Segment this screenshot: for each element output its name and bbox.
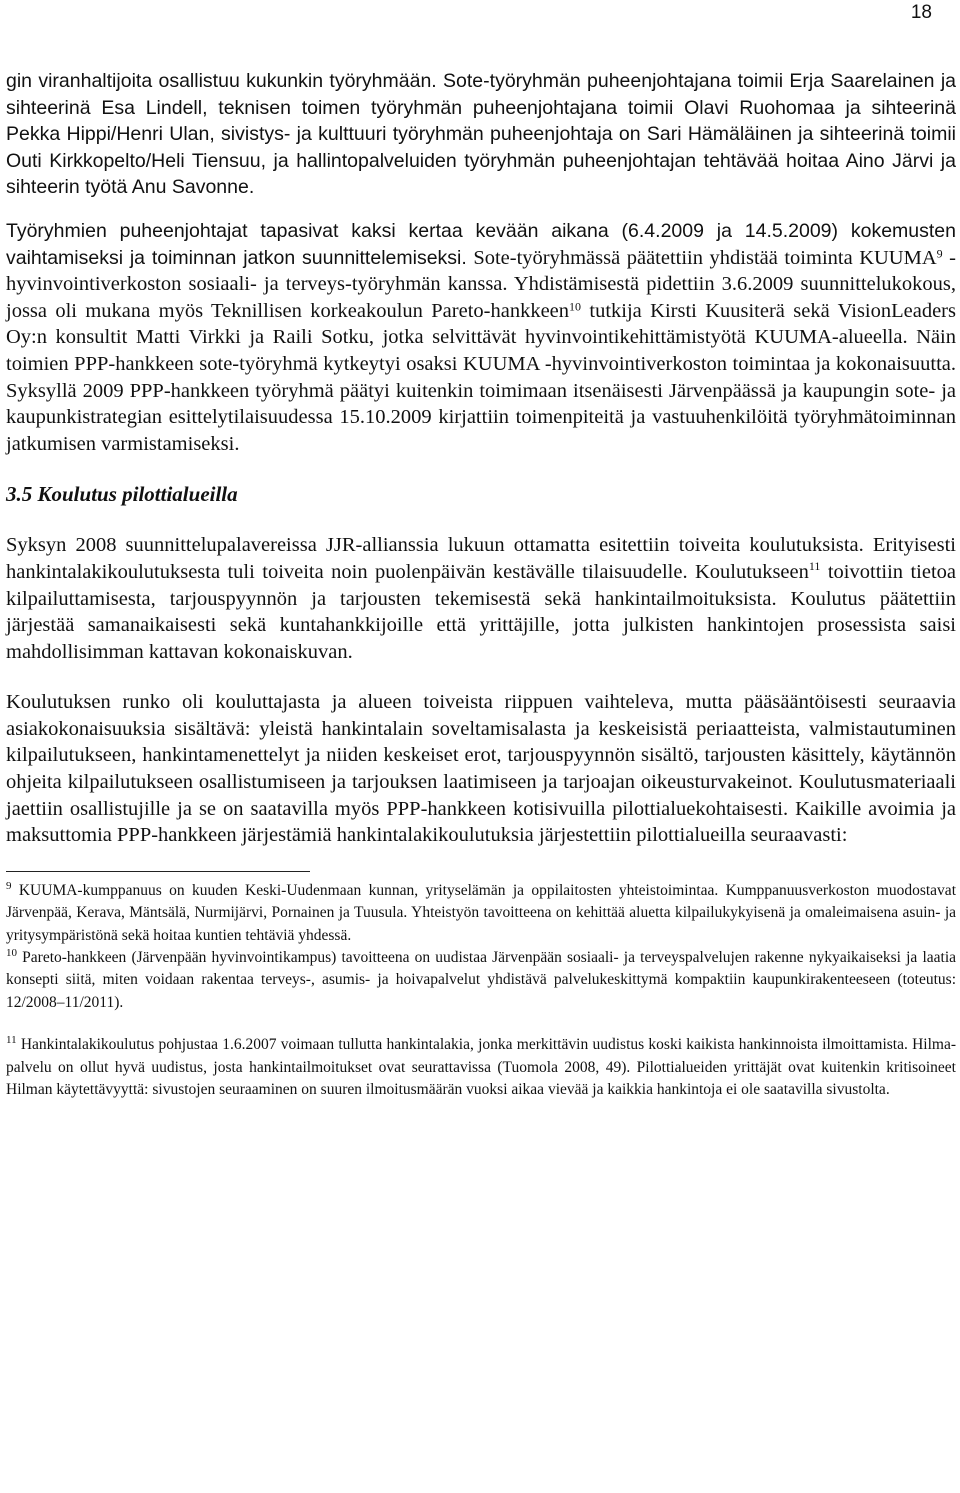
footnote-11 (6, 1034, 956, 1101)
footnote-divider (6, 871, 310, 872)
footnote-text-11: Hankintalakikoulutus pohjustaa 1.6.2007 voimaan tullutta hankintalakia, jonka merkittävin uudistus koski kaikista hankinnoista ilmoittamista. Hilma-palvelu on ollut hyvä uudistus, josta hankintailmoitukset ovat seurattavissa (Tuomola 2008, 49). Pilottialueiden yrittäjät ovat kuitenkin kritisoineet Hilman käytettävyyttä: sivustojen seuraaminen on suuren ilmoitusmäärän vuoksi aikaa vievää ja kaikkia hankintoja ei ole saatavilla sivustolta. (6, 1036, 956, 1099)
footnote-9 (6, 880, 956, 947)
footnote-ref-9[interactable]: 9 (936, 246, 943, 261)
paragraph-meetings-serif-b: -hyvinvointiverkoston sosiaali- ja terveys-työryhmän kanssa. Yhdistämisestä pidettiin 3.6.2009 suunnittelukokous, jossa oli mukana myös Teknillisen korkeakoulun Pareto-hankkeen (6, 246, 957, 322)
paragraph-training-b: toivottiin tietoa kilpailuttamisesta, tarjouspyynnön ja tarjousten tekemisestä sekä hankintailmoituksista. Koulutus päätettiin järjestää samanaikaisesti sekä kuntahankkijoille että yrittäjille, jotta julkisten hankintojen prosessista saisi mahdollisimman kattavan kokonaiskuvan. (6, 560, 956, 663)
footnote-ref-10[interactable]: 10 (569, 299, 582, 314)
document-body (6, 68, 956, 1102)
paragraph-meetings (6, 218, 956, 457)
footnote-ref-11[interactable]: 11 (808, 559, 821, 574)
page-number: 18 (910, 2, 932, 23)
paragraph-meetings-serif-c: tutkija Kirsti Kuusiterä sekä VisionLeaders Oy:n konsultit Matti Virkki ja Raili Sotku, jotka selvittävät hyvinvointikehittämistyötä KUUMA-alueella. Näin toimien PPP-hankkeen sote-työryhmä kytkeytyi osaksi KUUMA -hyvinvointiverkoston toimintaa ja kokonaisuutta. Syksyllä 2009 PPP-hankkeen työryhmä päätyi kuitenkin toimimaan itsenäisesti Järvenpäässä ja kaupungin sote- ja kaupunkistrategian esittelytilaisuudessa 15.10.2009 kirjattiin toimenpiteitä ja vastuuhenkilöitä työryhmätoiminnan jatkumisen varmistamiseksi. (6, 299, 956, 455)
paragraph-meetings-serif-a: Sote-työryhmässä päätettiin yhdistää toiminta KUUMA (466, 246, 937, 269)
paragraph-working-groups: gin viranhaltijoita osallistuu kukunkin työryhmään. Sote-työryhmän puheenjohtajana toimii Erja Saarelainen ja sihteerinä Esa Lindell, teknisen toimen työryhmän puheenjohtajana toimii Olavi Ruohomaa ja sihteerinä Pekka Hippi/Henri Ulan, sivistys- ja kulttuuri työryhmän puheenjohtaja on Sari Hämäläinen ja sihteerinä toimii Outi Kirkkopelto/Heli Tiensuu, ja hallintopalveluiden työryhmän puheenjohtajan tehtävää hoitaa Aino Järvi ja sihteerin työtä Anu Savonne. (6, 70, 956, 199)
paragraph-training-a: Syksyn 2008 suunnittelupalavereissa JJR-allianssia lukuun ottamatta esitettiin toiveita koulutuksista. Erityisesti hankintalakikoulutuksesta tuli toiveita noin puolenpäivän kestävälle tilaisuudelle. Koulutukseen (6, 534, 956, 583)
footnote-text-10: Pareto-hankkeen (Järvenpään hyvinvointikampus) tavoitteena on uudistaa Järvenpään sosiaali- ja terveyspalvelujen rakenne nykyaikaiseksi ja laatia konsepti siitä, miten voidaan rakentaa terveys-, asumis- ja hoivapalvelut yhdistävä palvelukeskittymä kompaktiin kaupunkirakenteeseen (toteutus: 12/2008–11/2011). (6, 949, 956, 1011)
section-heading: 3.5 Koulutus pilottialueilla (6, 482, 238, 507)
paragraph-training-requests (6, 532, 956, 665)
paragraph-meetings-sans: Työryhmien puheenjohtajat tapasivat kaksi kertaa kevään aikana (6.4.2009 ja 14.5.2009) kokemusten vaihtamiseksi ja toiminnan jatkon suunnittelemiseksi. (6, 219, 956, 269)
footnote-number-9: 9 (6, 879, 12, 892)
footnote-10 (6, 947, 956, 1014)
footnote-number-10: 10 (6, 946, 17, 959)
paragraph-training-content: Koulutuksen runko oli kouluttajasta ja alueen toiveista riippuen vaihteleva, mutta pääsääntöisesti seuraavia asiakokonaisuuksia sisältävä: yleistä hankintalain soveltamisalasta ja keskeisistä periaatteista, valmistautuminen kilpailutukseen, hankintamenettelyt ja niiden keskeiset erot, tarjouspyynnön sisältö, tarjousten käsittely, käytännön ohjeita kilpailutukseen osallistumiseen ja tarjouksen laatimiseen ja tarjoajan oikeusturvakeinot. Koulutusmateriaali jaettiin osallistujille ja se on saatavilla myös PPP-hankkeen kotisivuilla pilottialuekohtaisesti. Kaikille avoimia ja maksuttomia PPP-hankkeen järjestämiä hankintalakikoulutuksia järjestettiin pilottialueilla seuraavasti: (6, 691, 956, 847)
footnote-text-9: KUUMA-kumppanuus on kuuden Keski-Uudenmaan kunnan, yrityselämän ja oppilaitosten yhteistoimintaa. Kumppanuusverkoston muodostavat Järvenpää, Kerava, Mäntsälä, Nurmijärvi, Pornainen ja Tuusula. Yhteistyön tavoitteena on kehittää aluetta kilpailukykyisenä ja omaleimaisena asuin- ja yritysympäristönä sekä hoitaa kuntien tehtäviä yhdessä. (6, 881, 956, 944)
footnote-number-11: 11 (6, 1034, 17, 1047)
